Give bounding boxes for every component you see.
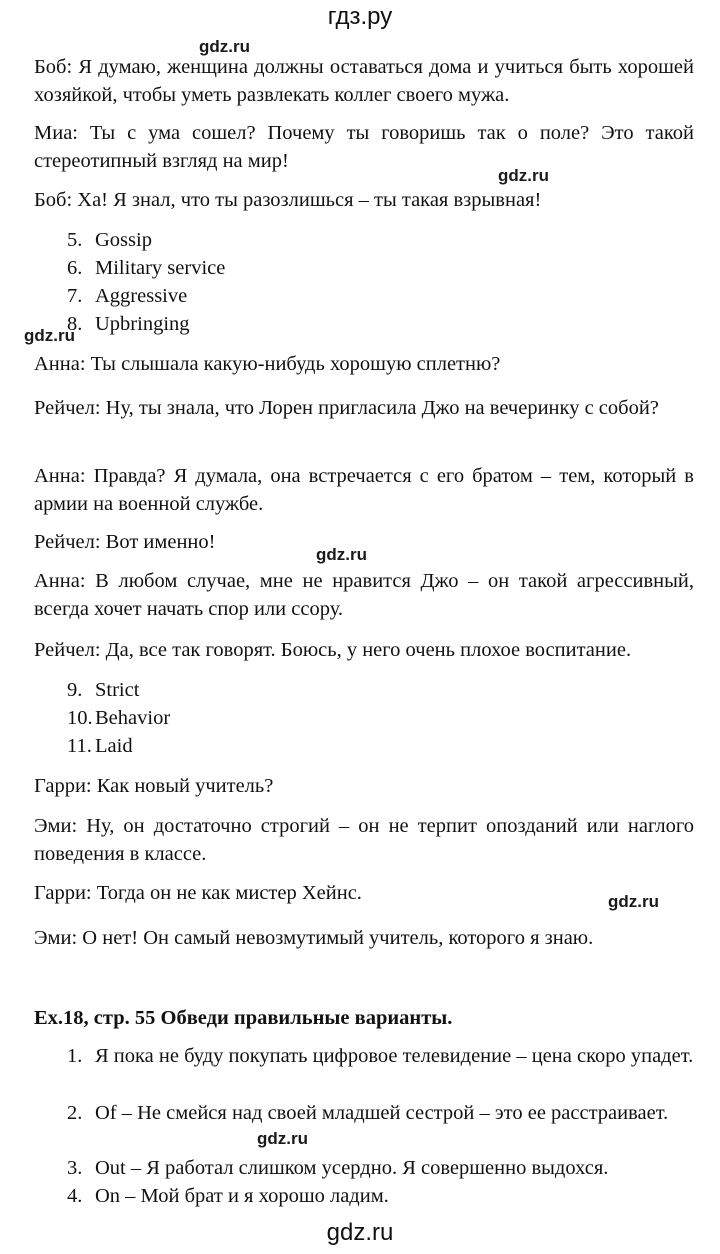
dialog-line: Эми: О нет! Он самый невозмутимый учитель, которого я знаю. bbox=[34, 927, 594, 949]
site-header: гдз.ру bbox=[327, 3, 393, 30]
list-item: 11. Laid bbox=[67, 735, 133, 757]
watermark: gdz.ru bbox=[316, 545, 367, 564]
dialog-line: Рейчел: Ну, ты знала, что Лорен пригласила Джо на вечеринку с собой? bbox=[34, 397, 659, 419]
dialog-line: Гарри: Как новый учитель? bbox=[34, 775, 274, 797]
list-item: 7. Aggressive bbox=[67, 285, 188, 307]
watermark: gdz.ru bbox=[257, 1129, 308, 1148]
list-item: 10. Behavior bbox=[67, 707, 171, 729]
watermark: gdz.ru bbox=[24, 326, 75, 345]
dialog-line: Анна: Правда? Я думала, она встречается с его братом – тем, который в армии на военной службе. bbox=[34, 465, 694, 515]
site-footer: gdz.ru bbox=[326, 1219, 394, 1246]
dialog-line: Эми: Ну, он достаточно строгий – он не терпит опозданий или наглого поведения в классе. bbox=[34, 815, 694, 865]
dialog-line: Боб: Ха! Я знал, что ты разозлишься – ты такая взрывная! bbox=[34, 189, 542, 211]
watermark: gdz.ru bbox=[498, 166, 549, 185]
exercise-item: 3. Out – Я работал слишком усердно. Я совершенно выдохся. bbox=[67, 1157, 609, 1179]
list-item: 8. Upbringing bbox=[67, 313, 190, 335]
dialog-line: Рейчел: Да, все так говорят. Боюсь, у него очень плохое воспитание. bbox=[34, 639, 632, 661]
dialog-line: Гарри: Тогда он не как мистер Хейнс. bbox=[34, 882, 362, 904]
dialog-line: Анна: В любом случае, мне не нравится Джо – он такой агрессивный, всегда хочет начать спор или ссору. bbox=[34, 570, 694, 620]
dialog-line: Рейчел: Вот именно! bbox=[34, 531, 216, 553]
dialog-line: Анна: Ты слышала какую-нибудь хорошую сплетню? bbox=[34, 353, 501, 375]
list-item: 9. Strict bbox=[67, 679, 140, 701]
watermark: gdz.ru bbox=[199, 37, 250, 56]
exercise-item: 2. Of – Не смейся над своей младшей сестрой – это ее расстраивает. bbox=[67, 1102, 669, 1124]
dialog-line: Миа: Ты с ума сошел? Почему ты говоришь так о поле? Это такой стереотипный взгляд на мир! bbox=[34, 122, 694, 172]
exercise-item: 4. On – Мой брат и я хорошо ладим. bbox=[67, 1185, 389, 1207]
exercise-item: 1. Я пока не буду покупать цифровое телевидение – цена скоро упадет. bbox=[67, 1045, 694, 1067]
list-item: 5. Gossip bbox=[67, 229, 152, 251]
dialog-line: Боб: Я думаю, женщина должны оставаться дома и учиться быть хорошей хозяйкой, чтобы уметь развлекать коллег своего мужа. bbox=[34, 56, 694, 106]
watermark: gdz.ru bbox=[608, 892, 659, 911]
exercise-heading: Ex.18, стр. 55 Обведи правильные варианты. bbox=[34, 1007, 453, 1029]
list-item: 6. Military service bbox=[67, 257, 226, 279]
